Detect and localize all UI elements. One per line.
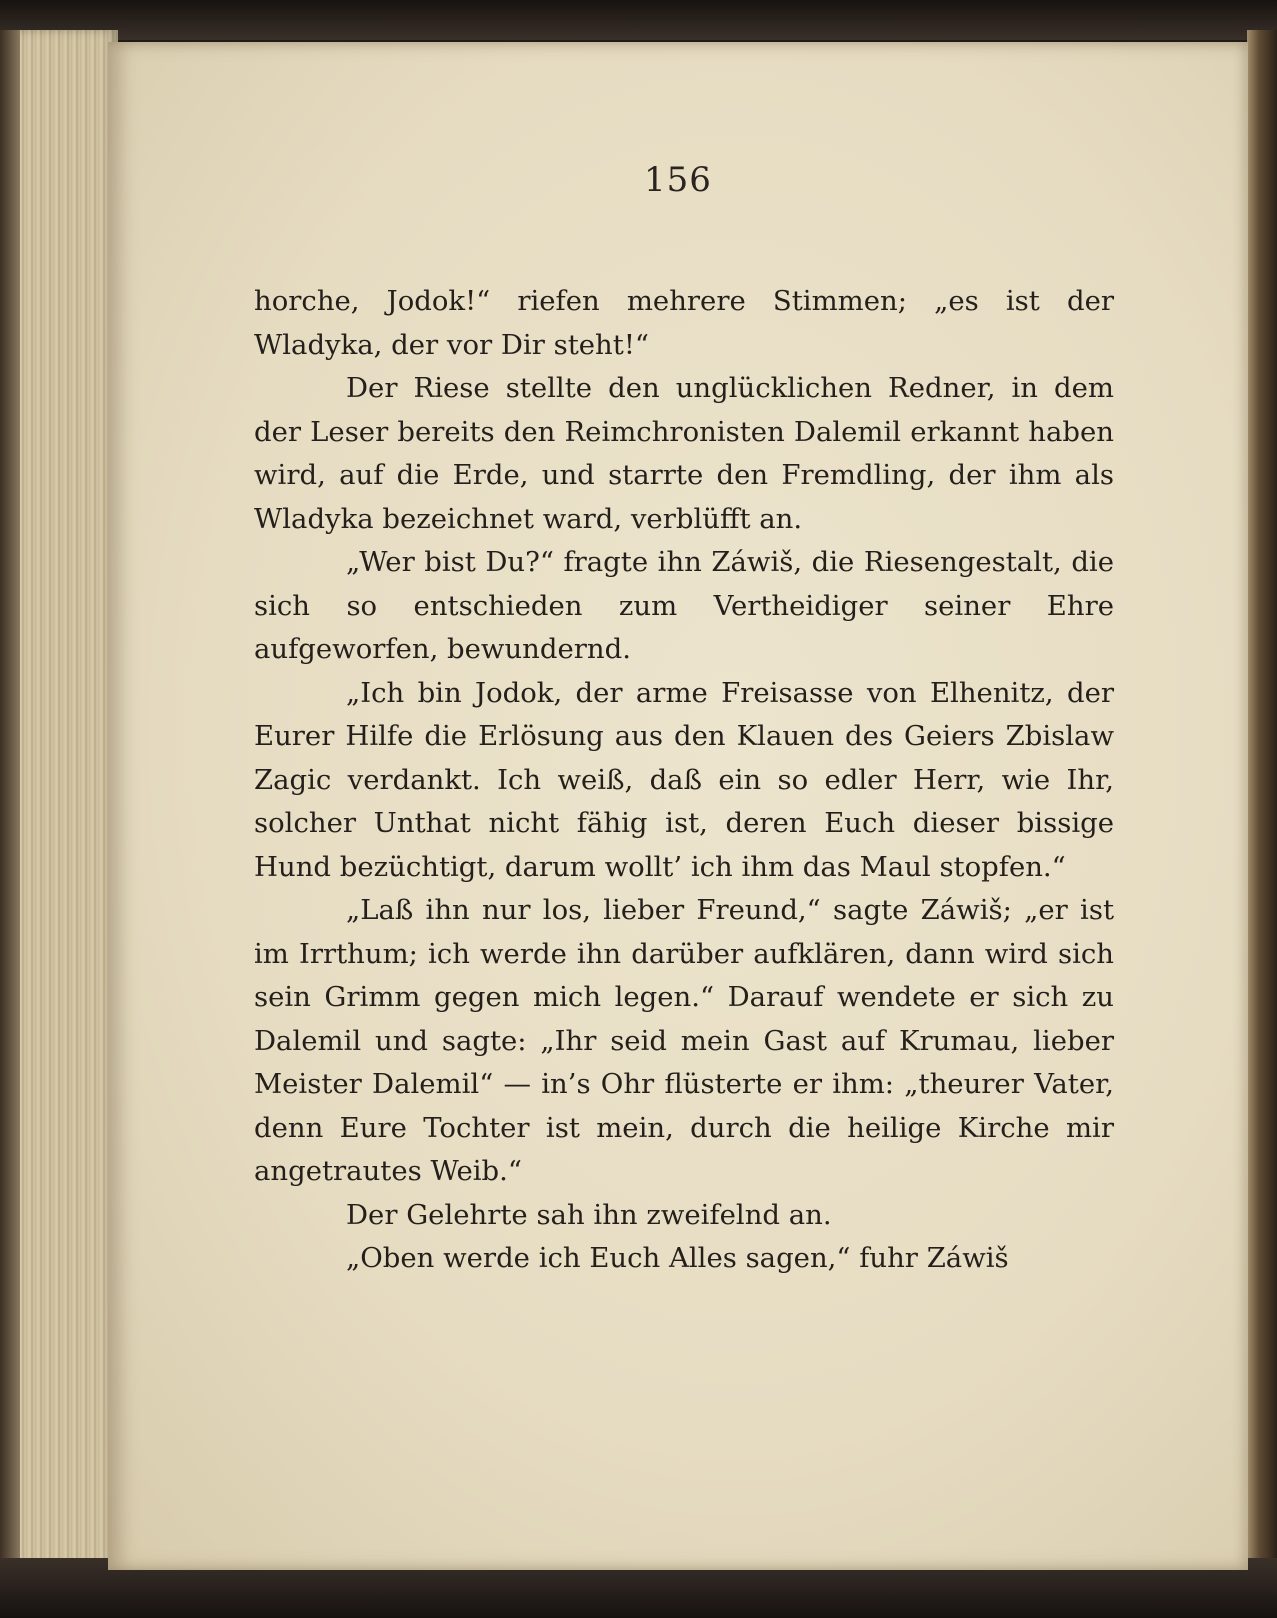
paragraph: „Wer bist Du?“ fragte ihn Záwiš, die Riesengestalt, die sich so entschieden zum Vertheidiger seiner Ehre aufgeworfen, bewundernd. — [254, 546, 1114, 665]
paragraph: horche, Jodok!“ riefen mehrere Stimmen; „es ist der Wladyka, der vor Dir steht!“ — [254, 285, 1114, 361]
cover-edge — [1247, 30, 1277, 1590]
binding-top — [0, 0, 1277, 40]
paragraph: „Ich bin Jodok, der arme Freisasse von Elhenitz, der Eurer Hilfe die Erlösung aus den Klauen des Geiers Zbislaw Zagic verdankt. Ich weiß, daß ein so edler Herr, wie Ihr, solcher Unthat nicht fähig ist, deren Euch dieser bissige Hund bezüchtigt, darum wollt’ ich ihm das Maul stopfen.“ — [254, 676, 1114, 883]
book-page — [108, 42, 1248, 1570]
paragraph: Der Riese stellte den unglücklichen Redner, in dem der Leser bereits den Reimchronisten Dalemil erkannt haben wird, auf die Erde, und starrte den Fremdling, der ihm als Wladyka bezeichnet ward, verblüfft an. — [254, 372, 1114, 535]
paragraph: „Laß ihn nur los, lieber Freund,“ sagte Záwiš; „er ist im Irrthum; ich werde ihn darüber aufklären, dann wird sich sein Grimm gegen mich legen.“ Darauf wendete er sich zu Dalemil und sagte: „Ihr seid mein Gast auf Krumau, lieber Meister Dalemil“ — in’s Ohr flüsterte er ihm: „theurer Vater, denn Eure Tochter ist mein, durch die heilige Kirche mir angetrautes Weib.“ — [254, 894, 1114, 1187]
paragraph: Der Gelehrte sah ihn zweifelnd an. — [346, 1198, 832, 1231]
page-number: 156 — [644, 160, 712, 200]
page-edges-shadow — [0, 30, 20, 1575]
body-text — [254, 280, 1114, 1281]
paragraph: „Oben werde ich Euch Alles sagen,“ fuhr Záwiš — [346, 1242, 1009, 1274]
